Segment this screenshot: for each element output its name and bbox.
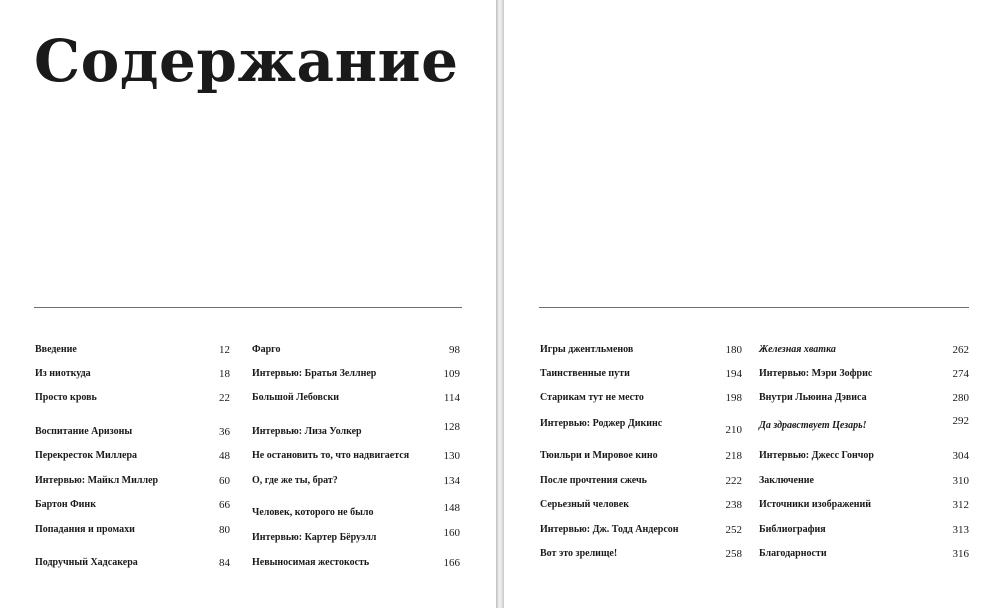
toc-entry-page: 218 bbox=[725, 450, 742, 462]
toc-entry-title: Интервью: Джесс Гончор bbox=[759, 450, 874, 461]
toc-entry-page: 36 bbox=[219, 426, 230, 438]
toc-entry-page: 12 bbox=[219, 344, 230, 356]
toc-entry-title: Человек, которого не было bbox=[252, 507, 374, 518]
page-title: Содержание bbox=[34, 27, 459, 95]
toc-entry-title: Не остановить то, что надвигается bbox=[252, 450, 410, 461]
toc-entry-page: 310 bbox=[952, 475, 969, 487]
toc-entry-page: 84 bbox=[219, 557, 230, 569]
toc-entry-page: 210 bbox=[725, 424, 742, 436]
toc-entry-title: Невыносимая жестокость bbox=[252, 557, 370, 568]
toc-entry-page: 180 bbox=[725, 344, 742, 356]
toc-entry-page: 80 bbox=[219, 524, 230, 536]
toc-entry-title: О, где же ты, брат? bbox=[252, 475, 338, 486]
toc-entry-title: Интервью: Братья Зеллнер bbox=[252, 368, 377, 379]
toc-entry-title: Интервью: Роджер Дикинс bbox=[540, 418, 663, 429]
toc-entry-page: 274 bbox=[952, 368, 969, 380]
toc-entry-title: Интервью: Дж. Тодд Андерсон bbox=[540, 524, 679, 535]
toc-entry-page: 22 bbox=[219, 392, 230, 404]
toc-entry-title: Интервью: Мэри Зофрис bbox=[759, 368, 873, 379]
left-page bbox=[0, 0, 496, 608]
toc-entry-title: Игры джентльменов bbox=[540, 344, 634, 355]
toc-entry-title: Интервью: Лиза Уолкер bbox=[252, 426, 362, 437]
toc-entry-title: Да здравствует Цезарь! bbox=[759, 420, 867, 431]
toc-entry-title: Интервью: Майкл Миллер bbox=[35, 475, 159, 486]
toc-entry-page: 160 bbox=[443, 527, 460, 539]
book-gutter bbox=[496, 0, 504, 608]
divider-rule bbox=[539, 307, 969, 308]
toc-entry-title: Таинственные пути bbox=[540, 368, 630, 379]
toc-entry-page: 258 bbox=[725, 548, 742, 560]
toc-entry-page: 134 bbox=[443, 475, 460, 487]
right-page bbox=[504, 0, 1001, 608]
toc-entry-page: 292 bbox=[952, 415, 969, 427]
toc-entry-title: Источники изображений bbox=[759, 499, 872, 510]
toc-entry-title: Благодарности bbox=[759, 548, 827, 559]
toc-entry-title: Тюильри и Мировое кино bbox=[540, 450, 658, 461]
toc-entry-title: Заключение bbox=[759, 475, 814, 486]
toc-entry-title: Вот это зрелище! bbox=[540, 548, 618, 559]
toc-entry-page: 238 bbox=[725, 499, 742, 511]
toc-entry-page: 98 bbox=[449, 344, 460, 356]
toc-entry-page: 60 bbox=[219, 475, 230, 487]
toc-entry-page: 198 bbox=[725, 392, 742, 404]
toc-entry-page: 109 bbox=[443, 368, 460, 380]
toc-entry-title: Подручный Хадсакера bbox=[35, 557, 138, 568]
toc-entry-title: Попадания и промахи bbox=[35, 524, 135, 535]
toc-entry-title: Внутри Льюина Дэвиса bbox=[759, 392, 867, 403]
toc-entry-title: Бартон Финк bbox=[35, 499, 96, 510]
toc-entry-title: После прочтения сжечь bbox=[540, 475, 647, 486]
toc-entry-page: 194 bbox=[725, 368, 742, 380]
toc-entry-title: Воспитание Аризоны bbox=[35, 426, 133, 437]
toc-entry-page: 18 bbox=[219, 368, 230, 380]
toc-entry-title: Просто кровь bbox=[35, 392, 97, 403]
toc-entry-page: 114 bbox=[443, 392, 460, 404]
toc-entry-page: 48 bbox=[219, 450, 230, 462]
toc-entry-title: Интервью: Картер Бёруэлл bbox=[252, 532, 377, 543]
toc-entry-title: Перекресток Миллера bbox=[35, 450, 138, 461]
toc-entry-page: 166 bbox=[443, 557, 460, 569]
toc-entry-title: Большой Лебовски bbox=[252, 392, 340, 403]
toc-entry-page: 252 bbox=[725, 524, 742, 536]
toc-entry-title: Фарго bbox=[252, 344, 281, 355]
toc-entry-page: 262 bbox=[952, 344, 969, 356]
toc-entry-title: Серьезный человек bbox=[540, 499, 629, 510]
divider-rule bbox=[34, 307, 462, 308]
toc-entry-page: 312 bbox=[952, 499, 969, 511]
toc-entry-page: 304 bbox=[952, 450, 969, 462]
toc-entry-page: 316 bbox=[952, 548, 969, 560]
toc-entry-page: 280 bbox=[952, 392, 969, 404]
toc-entry-page: 66 bbox=[219, 499, 230, 511]
toc-entry-title: Введение bbox=[35, 344, 77, 355]
toc-entry-page: 222 bbox=[725, 475, 742, 487]
toc-entry-title: Старикам тут не место bbox=[540, 392, 644, 403]
toc-entry-page: 128 bbox=[443, 421, 460, 433]
toc-entry-page: 313 bbox=[952, 524, 969, 536]
toc-entry-title: Из ниоткуда bbox=[35, 368, 91, 379]
toc-entry-page: 130 bbox=[443, 450, 460, 462]
toc-entry-title: Железная хватка bbox=[759, 344, 836, 355]
toc-entry-page: 148 bbox=[443, 502, 460, 514]
toc-entry-title: Библиография bbox=[759, 524, 826, 535]
